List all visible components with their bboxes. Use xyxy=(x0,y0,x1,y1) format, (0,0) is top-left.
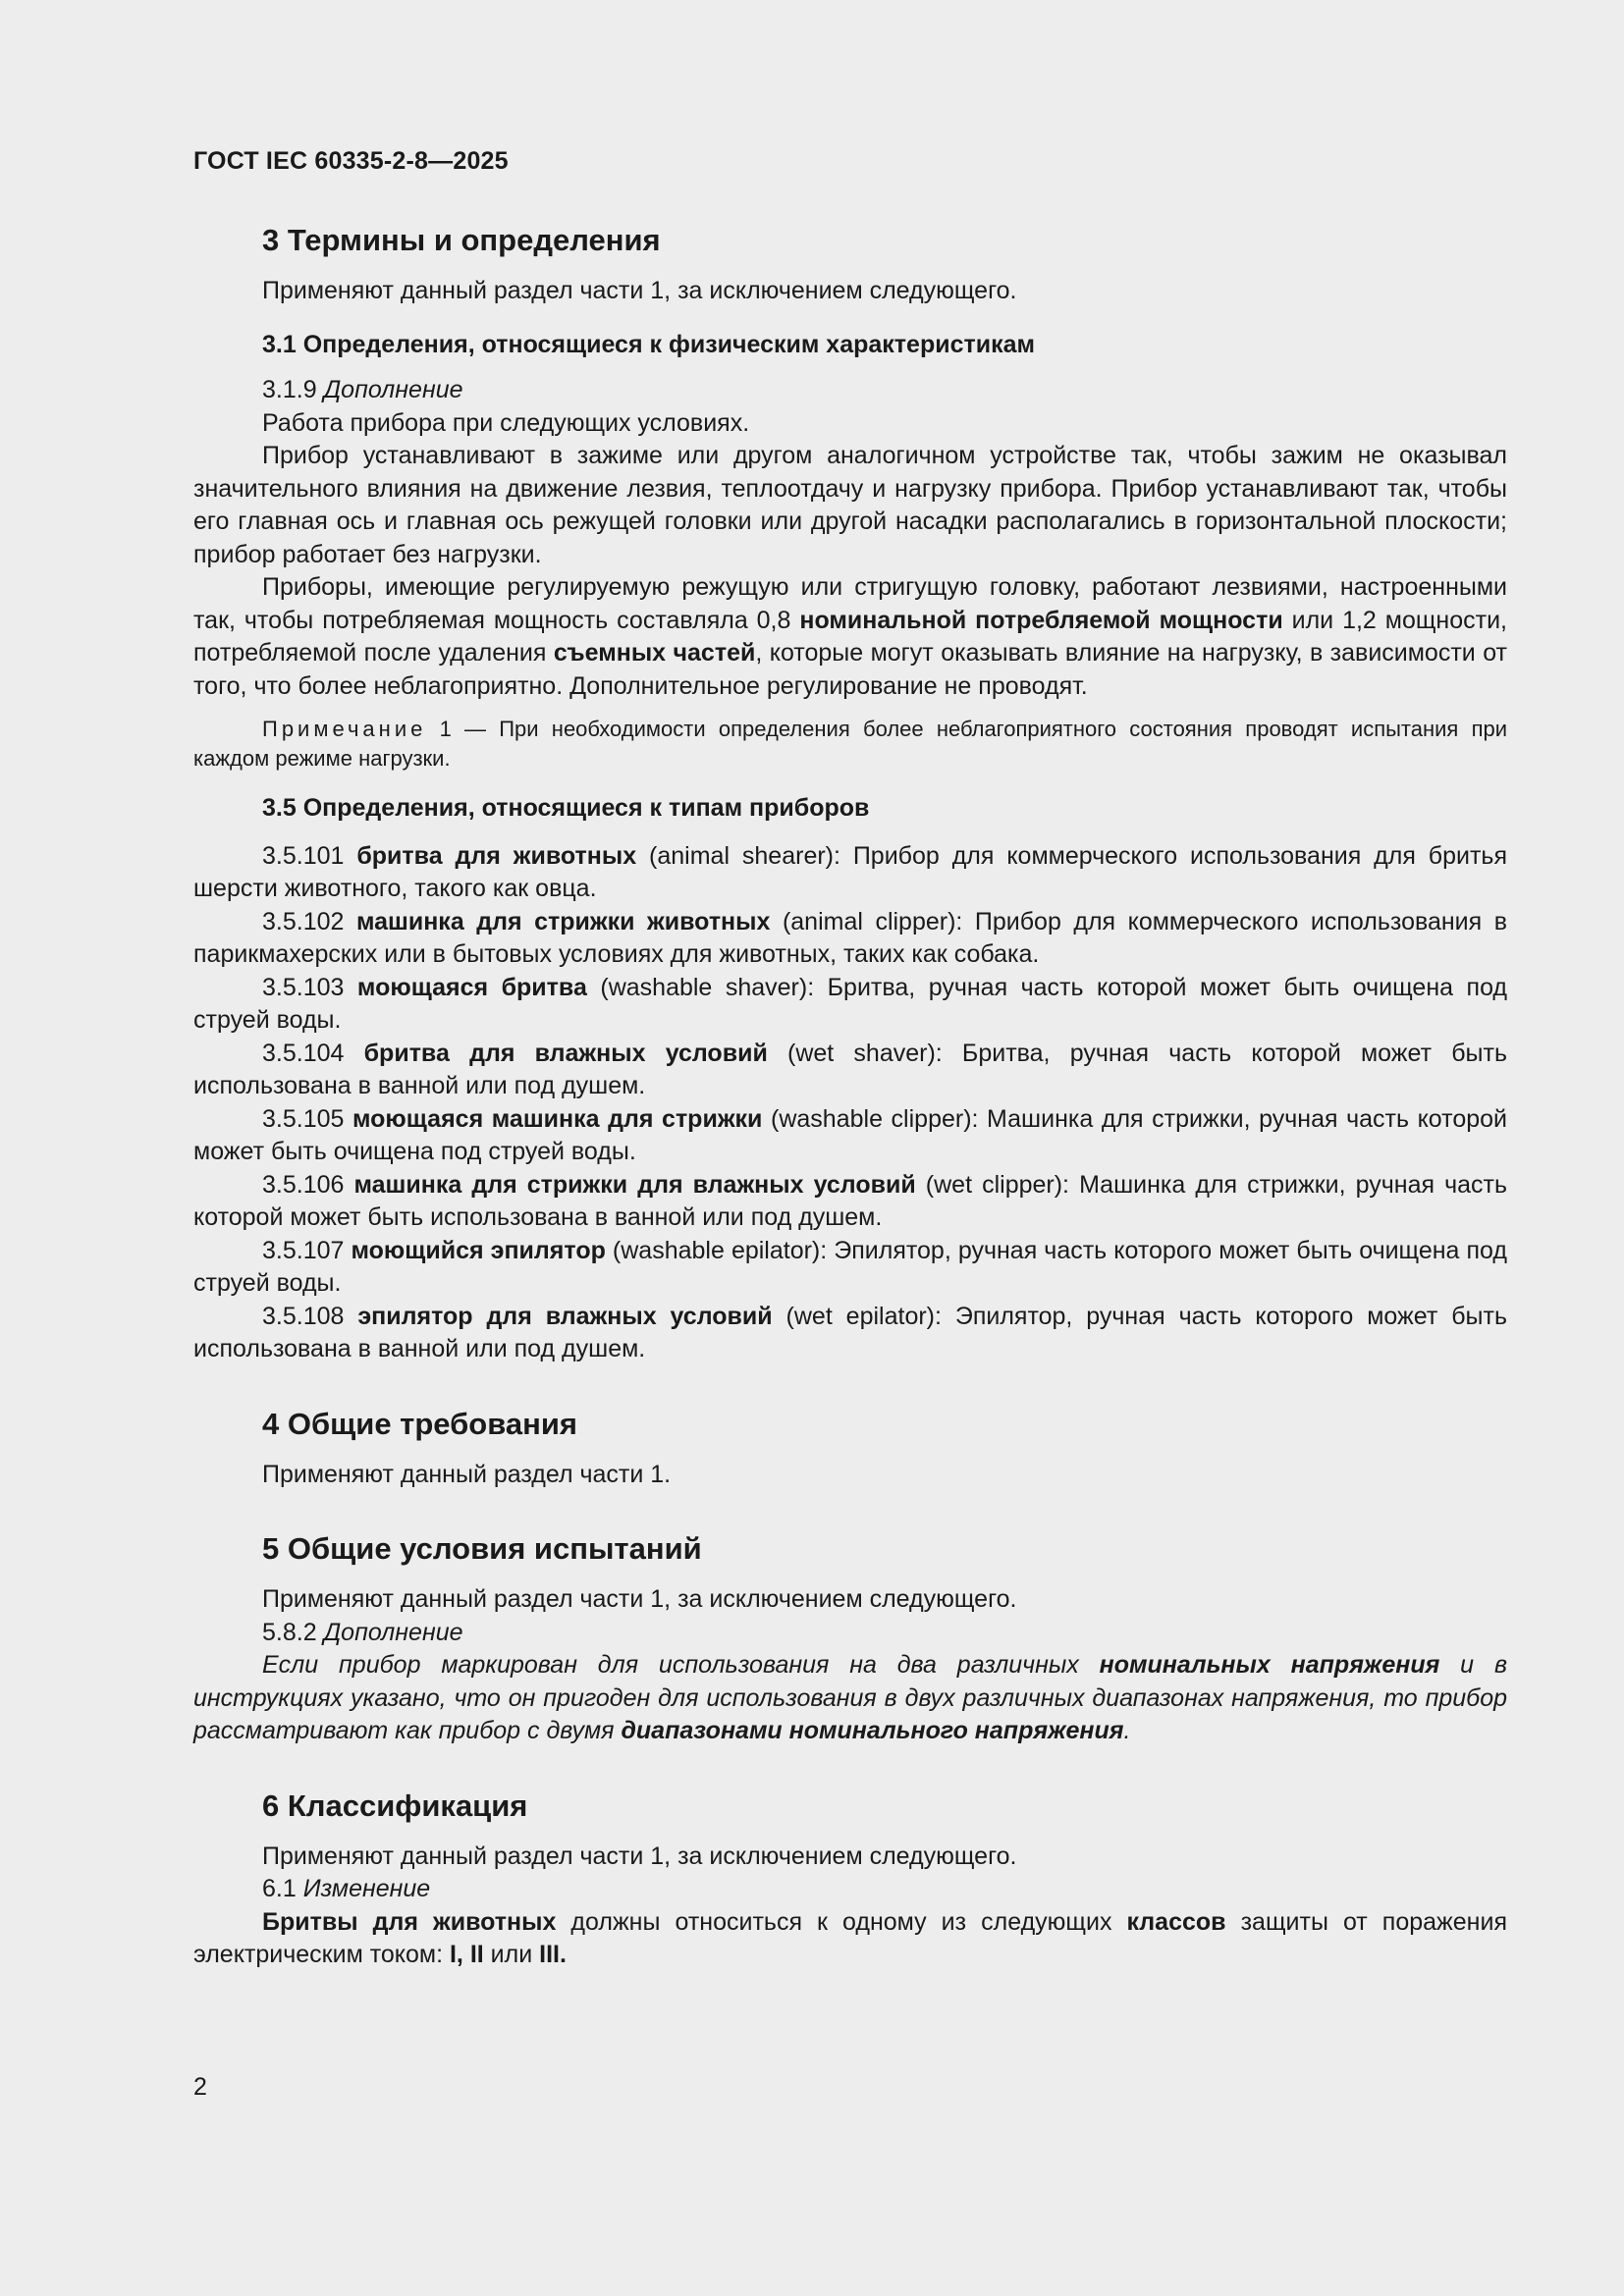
clause-3-1-9-p2: Прибор устанавливают в зажиме или другом аналогичном устройстве так, чтобы зажим не оказывал значительного влияния на движение лезвия, теплоотдачу и нагрузку прибора. Прибор устанавливают так, чтобы его главная ось и главная ось режущей головки или другой насадки располагались в горизонтальной плоскости; прибор работает без нагрузки. xyxy=(193,442,1507,568)
definition-number: 3.5.103 xyxy=(262,973,357,1001)
text-run: защиты от поражения электрическим током: xyxy=(193,1907,1507,1968)
definition-3-5-101 xyxy=(193,840,1507,906)
definition-term: моющаяся машинка для стрижки xyxy=(352,1104,763,1133)
definition-text: (wet clipper): Машинка для стрижки, ручная часть которой может быть использована в ванной или под душем. xyxy=(193,1170,1507,1231)
clause-3-1-9-heading xyxy=(193,374,1507,407)
definition-number: 3.5.104 xyxy=(262,1039,364,1067)
definition-number: 3.5.107 xyxy=(262,1236,352,1264)
note-text: 1 — При необходимости определения более неблагоприятного состояния проводят испытания при каждом режиме нагрузки. xyxy=(193,717,1507,771)
definition-number: 3.5.101 xyxy=(262,841,357,870)
document-body xyxy=(193,221,1507,1972)
definition-text: (washable shaver): Бритва, ручная часть которой может быть очищена под струей воды. xyxy=(193,973,1508,1034)
definition-number: 3.5.106 xyxy=(262,1170,354,1199)
definition-term: моющийся эпилятор xyxy=(351,1236,606,1264)
section-5-heading: 5 Общие условия испытаний xyxy=(262,1531,702,1566)
note-label: Примечание xyxy=(262,717,427,741)
definition-number: 3.5.108 xyxy=(262,1302,358,1330)
class-values: III. xyxy=(539,1941,567,1968)
section-4-heading: 4 Общие требования xyxy=(262,1406,577,1441)
definition-number: 3.5.102 xyxy=(262,907,356,935)
definition-text: (washable epilator): Эпилятор, ручная часть которого может быть очищена под струей воды. xyxy=(193,1236,1507,1297)
clause-6-1-heading xyxy=(193,1873,1507,1906)
clause-label: Дополнение xyxy=(323,376,463,403)
defined-term: съемных частей xyxy=(553,639,756,667)
definition-text: (wet shaver): Бритва, ручная часть которой может быть использована в ванной или под душем. xyxy=(193,1039,1507,1099)
section-5-intro: Применяют данный раздел части 1, за исключением следующего. xyxy=(262,1585,1017,1613)
clause-number: 5.8.2 xyxy=(262,1618,324,1646)
note-1 xyxy=(193,715,1507,774)
defined-term: классов xyxy=(1126,1907,1226,1936)
page-number: 2 xyxy=(193,2073,207,2101)
section-3-heading: 3 Термины и определения xyxy=(262,223,661,257)
text-run: , которые могут оказывать влияние на нагрузку, в зависимости от того, что более неблагоприятно. Дополнительное регулирование не проводят. xyxy=(193,639,1507,700)
definition-term: эпилятор для влажных условий xyxy=(357,1302,773,1330)
definition-text: (animal clipper): Прибор для коммерческого использования в парикмахерских или в бытовых условиях для животных, таких как собака. xyxy=(193,907,1507,968)
section-6-heading: 6 Классификация xyxy=(262,1788,528,1823)
definition-3-5-108 xyxy=(193,1301,1507,1366)
defined-term: диапазонами номинального напряжения xyxy=(621,1717,1124,1744)
clause-3-1-9-p3 xyxy=(193,571,1507,703)
text-run: должны относиться к одному из следующих xyxy=(556,1907,1127,1936)
clause-5-8-2-heading xyxy=(193,1617,1507,1650)
clause-5-8-2-text xyxy=(193,1649,1507,1748)
definition-number: 3.5.105 xyxy=(262,1104,352,1133)
definition-3-5-104 xyxy=(193,1038,1507,1103)
definition-term: моющаяся бритва xyxy=(356,973,587,1001)
section-6-intro: Применяют данный раздел части 1, за исключением следующего. xyxy=(262,1842,1017,1870)
subsection-3-5-heading: 3.5 Определения, относящиеся к типам приборов xyxy=(262,794,870,822)
text-run: и в инструкциях указано, что он пригоден для использования в двух различных диапазонах напряжения, то прибор рассматривают как прибор с двумя xyxy=(193,1651,1507,1744)
section-3-intro: Применяют данный раздел части 1, за исключением следующего. xyxy=(262,277,1017,304)
definition-3-5-103 xyxy=(193,972,1507,1038)
definition-term: бритва для животных xyxy=(356,841,637,870)
text-run: . xyxy=(1123,1717,1131,1744)
class-values: I, II xyxy=(449,1941,484,1968)
definition-3-5-106 xyxy=(193,1169,1507,1235)
definition-text: (washable clipper): Машинка для стрижки, ручная часть которой может быть очищена под струей воды. xyxy=(193,1104,1508,1165)
clause-6-1-text xyxy=(193,1906,1507,1972)
defined-term: номинальных напряжения xyxy=(1099,1651,1440,1679)
definition-term: машинка для стрижки для влажных условий xyxy=(353,1170,916,1199)
definition-3-5-102 xyxy=(193,906,1507,972)
document-code-header: ГОСТ IEC 60335-2-8—2025 xyxy=(193,147,509,175)
definition-text: (animal shearer): Прибор для коммерческого использования для бритья шерсти животного, такого как овца. xyxy=(193,841,1507,902)
text-run: или xyxy=(483,1941,540,1968)
clause-number: 6.1 xyxy=(262,1875,303,1902)
text-run: Если прибор маркирован для использования на два различных xyxy=(262,1651,1100,1679)
text-run: или 1,2 мощности, потребляемой после удаления xyxy=(193,606,1507,667)
clause-3-1-9-p1: Работа прибора при следующих условиях. xyxy=(262,408,750,437)
definition-3-5-105 xyxy=(193,1103,1507,1169)
clause-label: Изменение xyxy=(302,1875,431,1902)
clause-label: Дополнение xyxy=(323,1618,463,1646)
clause-number: 3.1.9 xyxy=(262,376,324,403)
definition-term: бритва для влажных условий xyxy=(363,1039,768,1067)
definition-text: (wet epilator): Эпилятор, ручная часть которого может быть использована в ванной или под душем. xyxy=(193,1302,1507,1362)
defined-term: Бритвы для животных xyxy=(262,1907,557,1936)
definition-term: машинка для стрижки животных xyxy=(355,907,771,935)
subsection-3-1-heading: 3.1 Определения, относящиеся к физическим характеристикам xyxy=(262,330,1036,358)
defined-term: номинальной потребляемой мощности xyxy=(799,606,1283,634)
section-4-text: Применяют данный раздел части 1. xyxy=(262,1460,672,1488)
definitions-list xyxy=(193,840,1507,1366)
text-run: Приборы, имеющие регулируемую режущую или стригущую головку, работают лезвиями, настроенными так, чтобы потребляемая мощность составляла 0,8 xyxy=(193,573,1507,634)
definition-3-5-107 xyxy=(193,1235,1507,1301)
